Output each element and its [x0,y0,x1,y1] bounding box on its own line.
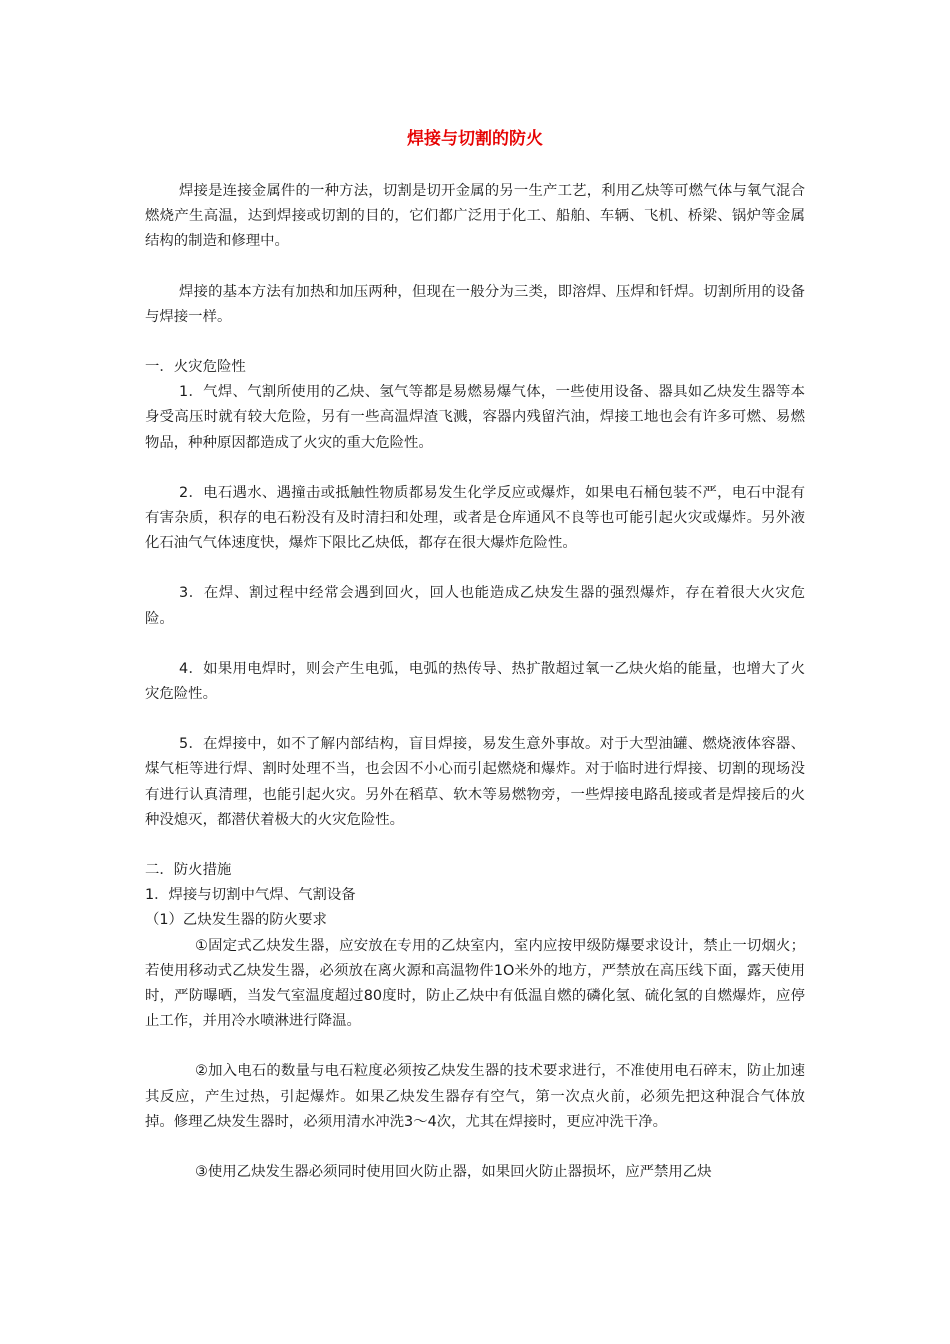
document-page [145,122,805,1185]
subsection-heading-equipment: 1．焊接与切割中气焊、气割设备 [145,887,356,904]
paragraph-hazard-1: 1．气焊、气割所使用的乙炔、氢气等都是易燃易爆气体，一些使用设备、器具如乙炔发生器等本身受高压时就有较大危险，另有一些高温焊渣飞溅，容器内残留汽油，焊接工地也会有许多可燃、易燃物品，种种原因都造成了火灾的重大危险性。 [145,384,805,451]
paragraph-methods: 焊接的基本方法有加热和加压两种，但现在一般分为三类，即溶焊、压焊和钎焊。切割所用的设备与焊接一样。 [145,283,805,325]
section-heading-hazards: 一．火灾危险性 [145,359,246,376]
paragraph-requirement-3: ③使用乙炔发生器必须同时使用回火防止器，如果回火防止器损坏，应严禁用乙炔 [195,1164,712,1181]
paragraph-requirement-1: ①固定式乙炔发生器，应安放在专用的乙炔室内，室内应按甲级防爆要求设计，禁止一切烟火；若使用移动式乙炔发生器，必须放在离火源和高温物件1O米外的地方，严禁放在高压线下面，露天使用时，严防曝晒，当发气室温度超过80度时，防止乙炔中有低温自燃的磷化氢、硫化氢的自燃爆炸，应停止工作，并用冷水喷淋进行降温。 [145,937,805,1030]
paragraph-hazard-5: 5．在焊接中，如不了解内部结构，盲目焊接，易发生意外事故。对于大型油罐、燃烧液体容器、煤气柜等进行焊、割时处理不当，也会因不小心而引起燃烧和爆炸。对于临时进行焊接、切割的现场没有进行认真清理，也能引起火灾。另外在稻草、软木等易燃物旁，一些焊接电路乱接或者是焊接后的火种没熄灭，都潜伏着极大的火灾危险性。 [145,736,805,828]
paragraph-hazard-4: 4．如果用电焊时，则会产生电弧，电弧的热传导、热扩散超过氧一乙炔火焰的能量，也增大了火灾危险性。 [145,660,805,703]
paragraph-hazard-2: 2．电石遇水、遇撞击或抵触性物质都易发生化学反应或爆炸，如果电石桶包装不严，电石中混有有害杂质，积存的电石粉没有及时清扫和处理，或者是仓库通风不良等也可能引起火灾或爆炸。另外液化石油气气体速度快，爆炸下限比乙炔低，都存在很大爆炸危险性。 [145,484,805,552]
document-title: 焊接与切割的防火 [407,129,543,149]
paragraph-intro: 焊接是连接金属件的一种方法，切割是切开金属的另一生产工艺，利用乙炔等可燃气体与氧气混合燃烧产生高温，达到焊接或切割的目的，它们都广泛用于化工、船舶、车辆、飞机、桥梁、锅炉等金属结构的制造和修理中。 [145,183,805,250]
section-heading-measures: 二．防火措施 [145,862,232,879]
paragraph-requirement-2: ②加入电石的数量与电石粒度必须按乙炔发生器的技术要求进行，不准使用电石碎末，防止加速其反应，产生过热，引起爆炸。如果乙炔发生器存有空气，第一次点火前，必须先把这种混合气体放掉。修理乙炔发生器时，必须用清水冲洗3～4次，尤其在焊接时，更应冲洗干净。 [145,1063,805,1130]
paragraph-hazard-3: 3．在焊、割过程中经常会遇到回火，回人也能造成乙炔发生器的强烈爆炸，存在着很大火灾危险。 [145,585,805,627]
subsection-heading-acetylene-generator: （1）乙炔发生器的防火要求 [145,912,327,929]
